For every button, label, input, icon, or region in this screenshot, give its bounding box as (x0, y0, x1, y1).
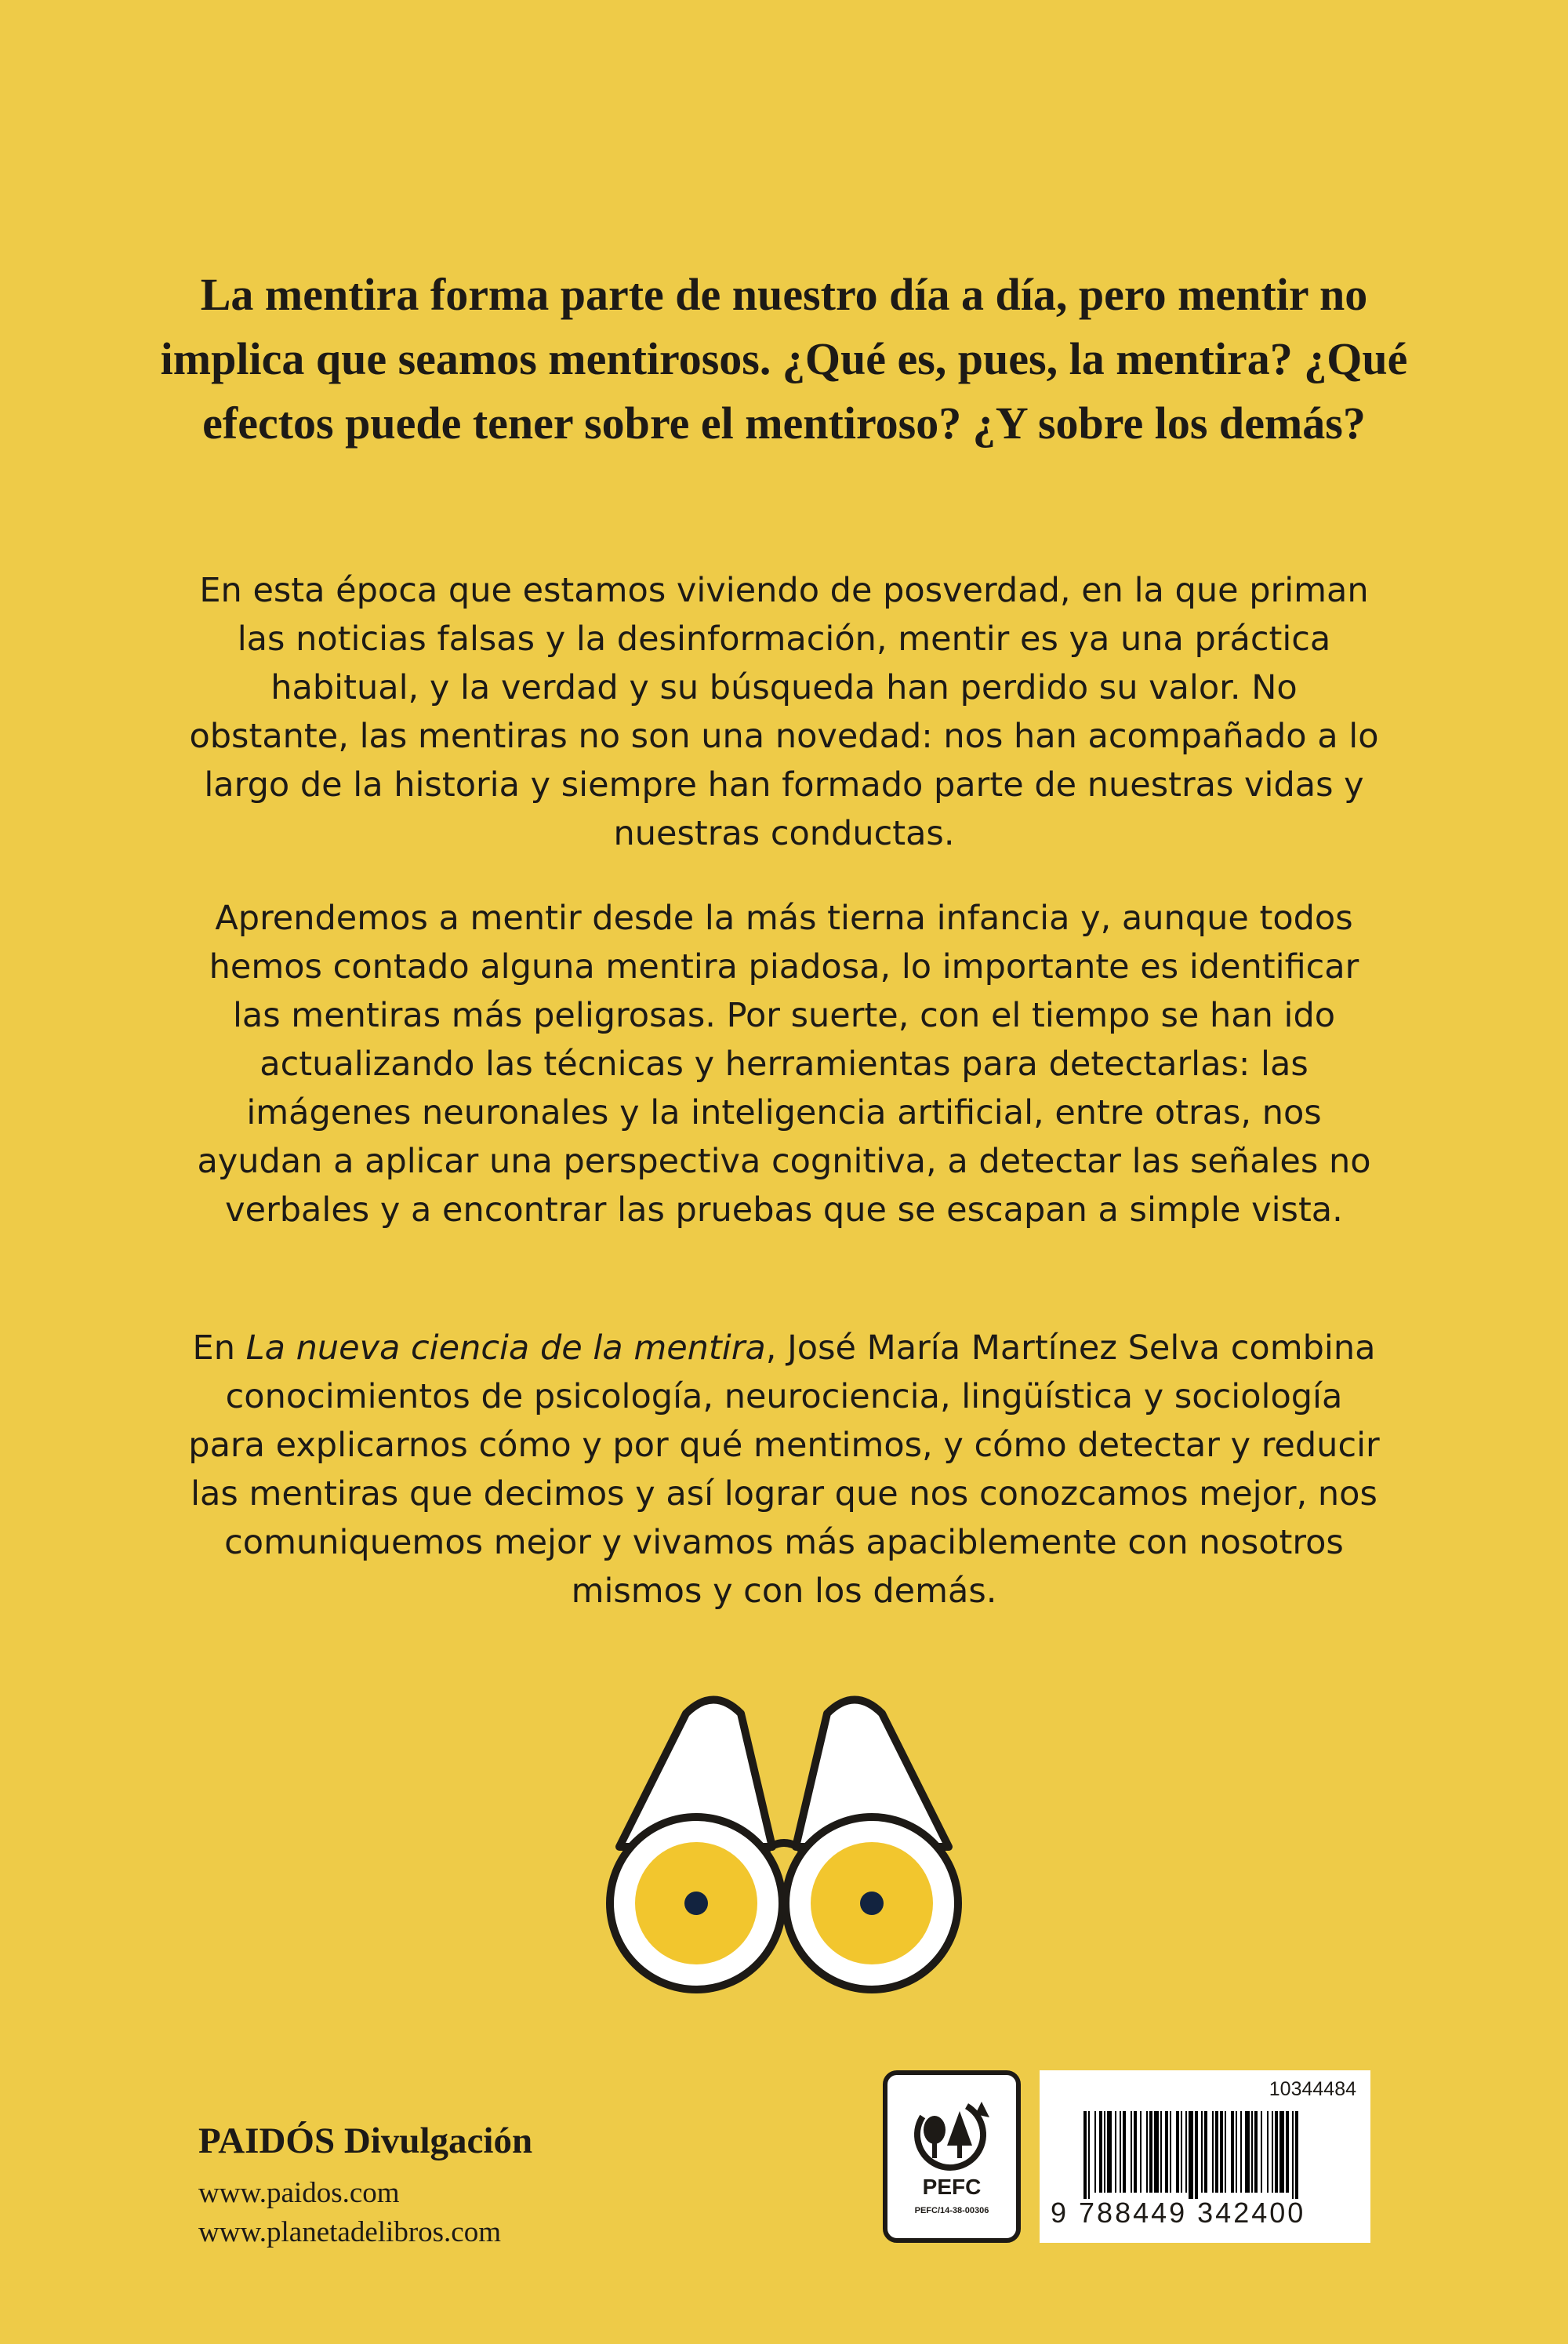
barcode-bar (1267, 2111, 1269, 2193)
pefc-label: PEFC (922, 2175, 982, 2199)
isbn-digits: 9 788449 342400 (1051, 2197, 1306, 2229)
barcode-bar (1240, 2111, 1242, 2193)
barcode-bar (1088, 2111, 1090, 2199)
barcode-bar (1272, 2111, 1273, 2193)
barcode-bar (1286, 2111, 1289, 2193)
barcode-icon (1083, 2111, 1358, 2199)
barcode-bar (1215, 2111, 1218, 2193)
barcode-bar (1160, 2111, 1162, 2193)
barcode-bar (1134, 2111, 1137, 2193)
barcode-bar (1245, 2111, 1250, 2193)
barcode-bar (1195, 2111, 1198, 2199)
lead-paragraph: La mentira forma parte de nuestro día a día, pero mentir no implica que seamos mentirosos. ¿Qué es, pues, la mentira? ¿Qué efectos puede tener sobre el mentiroso? ¿Y sobre los demás? (160, 269, 1408, 449)
barcode-bar (1094, 2111, 1096, 2193)
barcode-bar (1149, 2111, 1152, 2193)
barcode-bar (1292, 2111, 1294, 2199)
body-paragraph-2: Aprendemos a mentir desde la más tierna infancia y, aunque todos hemos contado alguna mentira piadosa, lo importante es identificar las mentiras más peligrosas. Por suerte, con el tiempo se han ido actualizando las técnicas y herramientas para detectarlas: las imágenes neuronales y la inteligencia artificial, entre otras, nos ayudan a aplicar una perspectiva cognitiva, a detectar las señales no verbales y a encontrar las pruebas que se escapan a simple vista. (197, 899, 1371, 1230)
barcode-bar (1131, 2111, 1132, 2193)
barcode-bar (1236, 2111, 1237, 2193)
barcode-bar (1201, 2111, 1203, 2193)
paragraph-rest: , José María Martínez Selva combina conocimientos de psicología, neurociencia, lingüística y sociología para explicarnos cómo y por qué mentimos, y cómo detectar y reducir las mentiras que decimos y así lograr que nos conozcamos mejor, nos comuniquemos mejor y vivamos más apaciblemente con nosotros mismos y con los demás. (188, 1328, 1380, 1611)
barcode-bar (1120, 2111, 1121, 2193)
pefc-code: PEFC/14-38-00306 (914, 2206, 989, 2215)
barcode-bar (1295, 2111, 1298, 2199)
body-paragraph-3 (188, 1324, 1380, 1615)
barcode-bar (1251, 2111, 1253, 2193)
barcode-bar (1107, 2111, 1112, 2193)
publisher-brand: PAIDÓS Divulgación (198, 2121, 533, 2161)
barcode-box (1040, 2070, 1370, 2243)
pefc-badge (883, 2070, 1021, 2243)
barcode-bar (1154, 2111, 1159, 2193)
barcode-bar (1115, 2111, 1116, 2193)
publisher-url-1[interactable]: www.paidos.com (198, 2177, 400, 2209)
book-title: La nueva ciencia de la mentira (245, 1328, 766, 1368)
barcode-bar (1225, 2111, 1226, 2193)
barcode-bar (1165, 2111, 1168, 2193)
barcode-bar (1146, 2111, 1148, 2193)
barcode-bar (1212, 2111, 1214, 2193)
barcode-bar (1083, 2111, 1087, 2199)
publisher-url-2[interactable]: www.planetadelibros.com (198, 2216, 501, 2248)
barcode-bar (1261, 2111, 1262, 2193)
barcode-bar (1181, 2111, 1182, 2193)
barcode-bar (1140, 2111, 1142, 2193)
product-code: 10344484 (1269, 2078, 1356, 2100)
pefc-tree-icon (903, 2097, 1000, 2172)
barcode-bar (1254, 2111, 1258, 2193)
paragraph-prefix: En (192, 1328, 246, 1368)
barcode-bar (1189, 2111, 1193, 2199)
barcode-bar (1104, 2111, 1105, 2193)
barcode-bar (1275, 2111, 1278, 2193)
barcode-bar (1279, 2111, 1284, 2193)
barcode-bar (1185, 2111, 1187, 2193)
body-paragraph-1: En esta época que estamos viviendo de posverdad, en la que priman las noticias falsas y la desinformación, mentir es ya una práctica habitual, y la verdad y su búsqueda han perdido su valor. No obstante, las mentiras no son una novedad: nos han acompañado a lo largo de la historia y siempre han formado parte de nuestras vidas y nuestras conductas. (189, 571, 1379, 853)
binoculars-icon (604, 1690, 964, 2004)
barcode-bar (1204, 2111, 1207, 2193)
barcode-bar (1123, 2111, 1126, 2193)
barcode-bar (1099, 2111, 1102, 2193)
barcode-bar (1231, 2111, 1234, 2193)
barcode-bar (1170, 2111, 1171, 2193)
barcode-bar (1176, 2111, 1179, 2193)
publisher-block (198, 2117, 532, 2252)
barcode-bar (1220, 2111, 1223, 2193)
